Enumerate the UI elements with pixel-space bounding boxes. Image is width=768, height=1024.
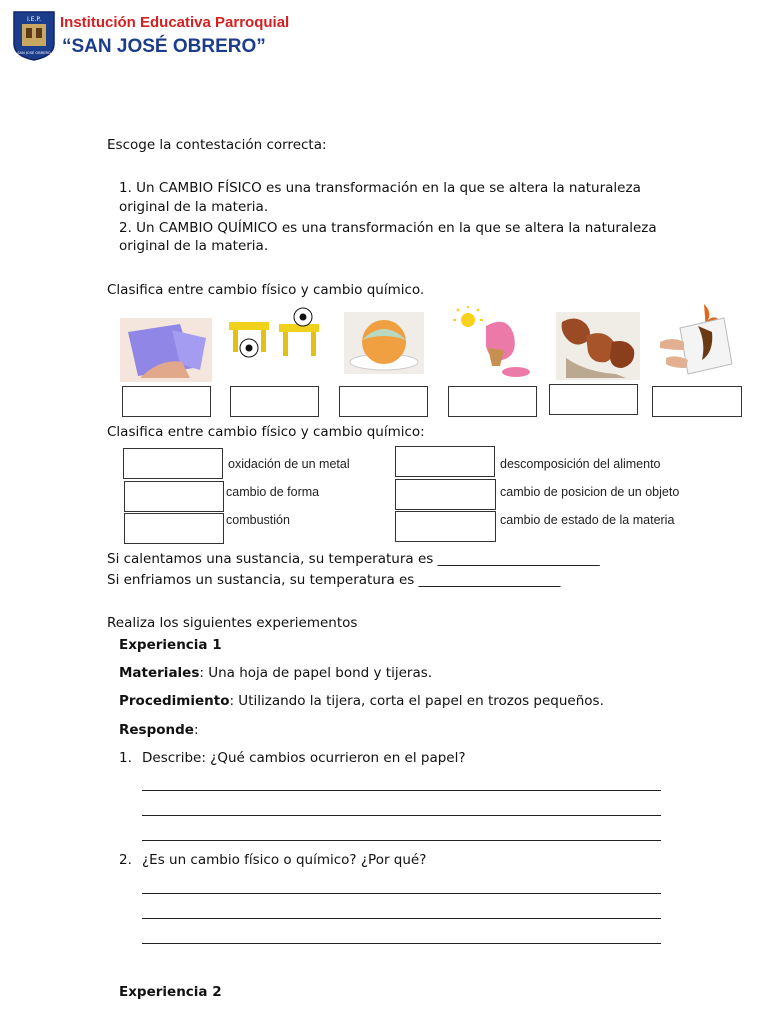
classify-heading-1: Clasifica entre cambio físico y cambio químico. [107, 282, 425, 298]
temperature-heat-sentence: Si calentamos una sustancia, su temperatura es ________________________ [107, 551, 600, 567]
answer-line-1[interactable] [142, 790, 661, 791]
respond-colon: : [193, 722, 199, 738]
experience-2-title: Experiencia 2 [119, 984, 222, 1000]
answer-line-4[interactable] [142, 893, 661, 894]
school-name-line2: “SAN JOSÉ OBRERO” [62, 36, 266, 57]
statement-1-line2: original de la materia. [119, 199, 269, 215]
classify-box-left-3[interactable] [124, 513, 224, 544]
classify-label-left-3: combustión [226, 513, 290, 527]
burning-paper-image [654, 302, 738, 380]
classify-box-left-1[interactable] [123, 448, 223, 479]
answer-box-6[interactable] [652, 386, 742, 417]
respond-label: Responde [119, 722, 194, 738]
experience-1-title: Experiencia 1 [119, 637, 222, 653]
answer-line-6[interactable] [142, 943, 661, 944]
classify-label-right-3: cambio de estado de la materia [500, 513, 675, 527]
answer-box-2[interactable] [230, 386, 319, 417]
classify-box-left-2[interactable] [124, 481, 224, 512]
school-shield-logo [12, 10, 56, 62]
classify-label-right-2: cambio de posicion de un objeto [500, 485, 680, 499]
rust-image [556, 312, 640, 380]
melting-ice-cream-image [452, 306, 542, 382]
answer-box-5[interactable] [549, 384, 638, 415]
classify-heading-2: Clasifica entre cambio físico y cambio químico: [107, 424, 425, 440]
statement-1-line1: 1. Un CAMBIO FÍSICO es una transformación en la que se altera la naturaleza [119, 180, 641, 196]
classify-box-right-2[interactable] [395, 479, 496, 510]
tables-balls-image [227, 306, 323, 366]
question-1-number: 1. [119, 750, 132, 766]
classify-box-right-1[interactable] [395, 446, 495, 477]
answer-box-1[interactable] [122, 386, 211, 417]
question-2-number: 2. [119, 852, 132, 868]
svg-text:SAN JOSÉ OBRERO: SAN JOSÉ OBRERO [17, 51, 51, 55]
respond-line [119, 721, 199, 739]
answer-box-3[interactable] [339, 386, 428, 417]
classify-label-right-1: descomposición del alimento [500, 457, 661, 471]
answer-box-4[interactable] [448, 386, 537, 417]
statement-2-line2: original de la materia. [119, 238, 269, 254]
temperature-cool-sentence: Si enfriamos un sustancia, su temperatura es _____________________ [107, 572, 561, 588]
procedure-text: : Utilizando la tijera, corta el papel en trozos pequeños. [229, 693, 604, 709]
answer-line-2[interactable] [142, 815, 661, 816]
answer-line-5[interactable] [142, 918, 661, 919]
materials-label: Materiales [119, 665, 200, 681]
materials-line [119, 664, 432, 682]
question-2-text: ¿Es un cambio físico o químico? ¿Por qué? [142, 852, 427, 868]
instruction-text: Escoge la contestación correcta: [107, 137, 327, 153]
school-header [12, 8, 312, 64]
classify-label-left-2: cambio de forma [226, 485, 320, 499]
classify-box-right-3[interactable] [395, 511, 496, 542]
procedure-line [119, 692, 604, 710]
procedure-label: Procedimiento [119, 693, 230, 709]
paper-cut-image [120, 318, 212, 382]
classify-label-left-1: oxidación de un metal [228, 457, 350, 471]
answer-line-3[interactable] [142, 840, 661, 841]
svg-text:I.E.P.: I.E.P. [27, 16, 41, 23]
statement-2-line1: 2. Un CAMBIO QUÍMICO es una transformación en la que se altera la naturaleza [119, 220, 657, 236]
melting-ball-image [344, 312, 424, 374]
materials-text: : Una hoja de papel bond y tijeras. [199, 665, 433, 681]
experiments-heading: Realiza los siguientes experiementos [107, 615, 358, 631]
school-name-line1: Institución Educativa Parroquial [60, 14, 290, 31]
question-1-text: Describe: ¿Qué cambios ocurrieron en el papel? [142, 750, 466, 766]
